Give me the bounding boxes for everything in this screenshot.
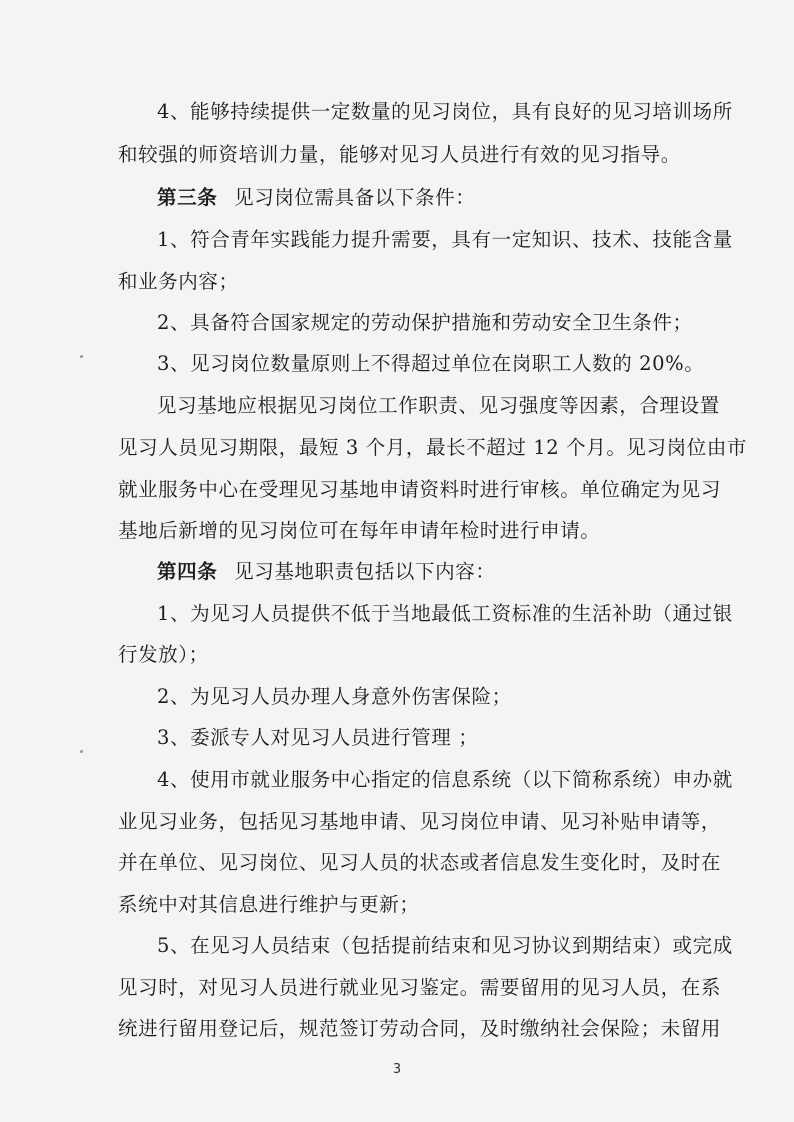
paragraph-line: 统进行留用登记后，规范签订劳动合同，及时缴纳社会保险；未留用 bbox=[118, 1017, 722, 1040]
scan-speck bbox=[80, 750, 83, 753]
article-heading-line bbox=[157, 186, 768, 210]
paragraph-line: 2、具备符合国家规定的劳动保护措施和劳动安全卫生条件； bbox=[157, 311, 693, 334]
article-number: 第四条 bbox=[157, 560, 218, 583]
paragraph-line: 3、见习岗位数量原则上不得超过单位在岗职工人数的 20%。 bbox=[157, 352, 705, 375]
paragraph-line: 系统中对其信息进行维护与更新； bbox=[118, 893, 420, 916]
paragraph-line: 5、在见习人员结束（包括提前结束和见习协议到期结束）或完成 bbox=[157, 934, 733, 957]
paragraph-line: 3、委派专人对见习人员进行管理 ； bbox=[157, 726, 479, 749]
paragraph-line: 2、为见习人员办理人身意外伤害保险； bbox=[157, 685, 512, 708]
article-number: 第三条 bbox=[157, 186, 218, 209]
paragraph-line: 见习基地应根据见习岗位工作职责、见习强度等因素，合理设置 bbox=[157, 394, 720, 417]
article-title: 见习基地职责包括以下内容： bbox=[234, 560, 496, 583]
paragraph-line: 基地后新增的见习岗位可在每年申请年检时进行申请。 bbox=[118, 519, 601, 542]
paragraph-line: 并在单位、见习岗位、见习人员的状态或者信息发生变化时，及时在 bbox=[118, 851, 722, 874]
paragraph-line: 见习人员见习期限，最短 3 个月，最长不超过 12 个月。见习岗位由市 bbox=[118, 436, 748, 459]
page-number: 3 bbox=[392, 1062, 402, 1077]
paragraph-line: 就业服务中心在受理见习基地申请资料时进行审核。单位确定为见习 bbox=[118, 478, 722, 501]
paragraph-line: 业见习业务，包括见习基地申请、见习岗位申请、见习补贴申请等， bbox=[118, 810, 722, 833]
article-heading-line bbox=[157, 560, 768, 584]
paragraph-line: 行发放）； bbox=[118, 643, 209, 666]
scan-speck bbox=[80, 355, 83, 358]
paragraph-line: 4、能够持续提供一定数量的见习岗位，具有良好的见习培训场所 bbox=[157, 100, 733, 123]
paragraph-line: 和较强的师资培训力量，能够对见习人员进行有效的见习指导。 bbox=[118, 143, 681, 166]
paragraph-line: 1、为见习人员提供不低于当地最低工资标准的生活补助（通过银 bbox=[157, 602, 733, 625]
paragraph-line: 4、使用市就业服务中心指定的信息系统（以下简称系统）申办就 bbox=[157, 768, 733, 791]
paragraph-line: 1、符合青年实践能力提升需要，具有一定知识、技术、技能含量 bbox=[157, 228, 733, 251]
article-title: 见习岗位需具备以下条件： bbox=[234, 186, 476, 209]
paragraph-line: 和业务内容； bbox=[118, 270, 239, 293]
paragraph-line: 见习时，对见习人员进行就业见习鉴定。需要留用的见习人员，在系 bbox=[118, 976, 722, 999]
